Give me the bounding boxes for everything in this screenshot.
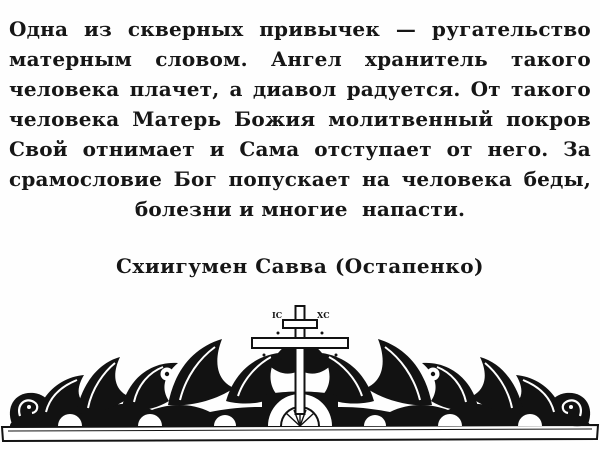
quote-line-5 (9, 134, 591, 164)
word: скверных (127, 17, 244, 41)
word: от (446, 137, 473, 161)
svg-text:КА: КА (316, 354, 330, 364)
word: молитвенный (328, 107, 494, 131)
word: Ангел (270, 47, 342, 71)
word: Бог (173, 167, 217, 191)
word: Сама (239, 137, 300, 161)
word: плачет, (129, 77, 220, 101)
word: него. (487, 137, 549, 161)
word: От (470, 77, 501, 101)
word: человека (9, 107, 120, 131)
word: ругательство (431, 17, 591, 41)
word: такого (511, 77, 591, 101)
quote-line-7: болезни и многие напасти. (134, 197, 466, 221)
quote-line-1 (9, 14, 591, 44)
svg-text:ХС: ХС (317, 310, 330, 320)
word: матерным (9, 47, 133, 71)
ornament-engraving (0, 300, 600, 450)
word: За (563, 137, 591, 161)
word: а (229, 77, 243, 101)
word: на (362, 167, 391, 191)
svg-text:ІС: ІС (272, 310, 283, 320)
svg-text:НИ: НИ (270, 354, 286, 364)
base-bar (2, 425, 598, 441)
word: радуется. (346, 77, 461, 101)
word: попускает (228, 167, 351, 191)
word: такого (511, 47, 591, 71)
word: диавол (252, 77, 337, 101)
word: отнимает (82, 137, 195, 161)
word: и (209, 137, 225, 161)
word: срамословие (9, 167, 163, 191)
attribution: Схиигумен Савва (Остапенко) (115, 254, 485, 278)
word: хранитель (365, 47, 488, 71)
word: человека (401, 167, 513, 191)
quote-block (0, 14, 600, 278)
word: человека (9, 77, 120, 101)
word: Матерь (132, 107, 222, 131)
word: беды, (523, 167, 591, 191)
word: покров (506, 107, 591, 131)
quote-line-4 (9, 104, 591, 134)
word: словом. (155, 47, 248, 71)
word: из (84, 17, 113, 41)
quote-line-6 (9, 164, 591, 194)
word: отступает (314, 137, 432, 161)
word: привычек (259, 17, 380, 41)
word: Божия (234, 107, 316, 131)
word: Одна (9, 17, 69, 41)
quote-line-2 (9, 44, 591, 74)
word: Свой (9, 137, 68, 161)
quote-line-3 (9, 74, 591, 104)
word: — (395, 17, 417, 41)
